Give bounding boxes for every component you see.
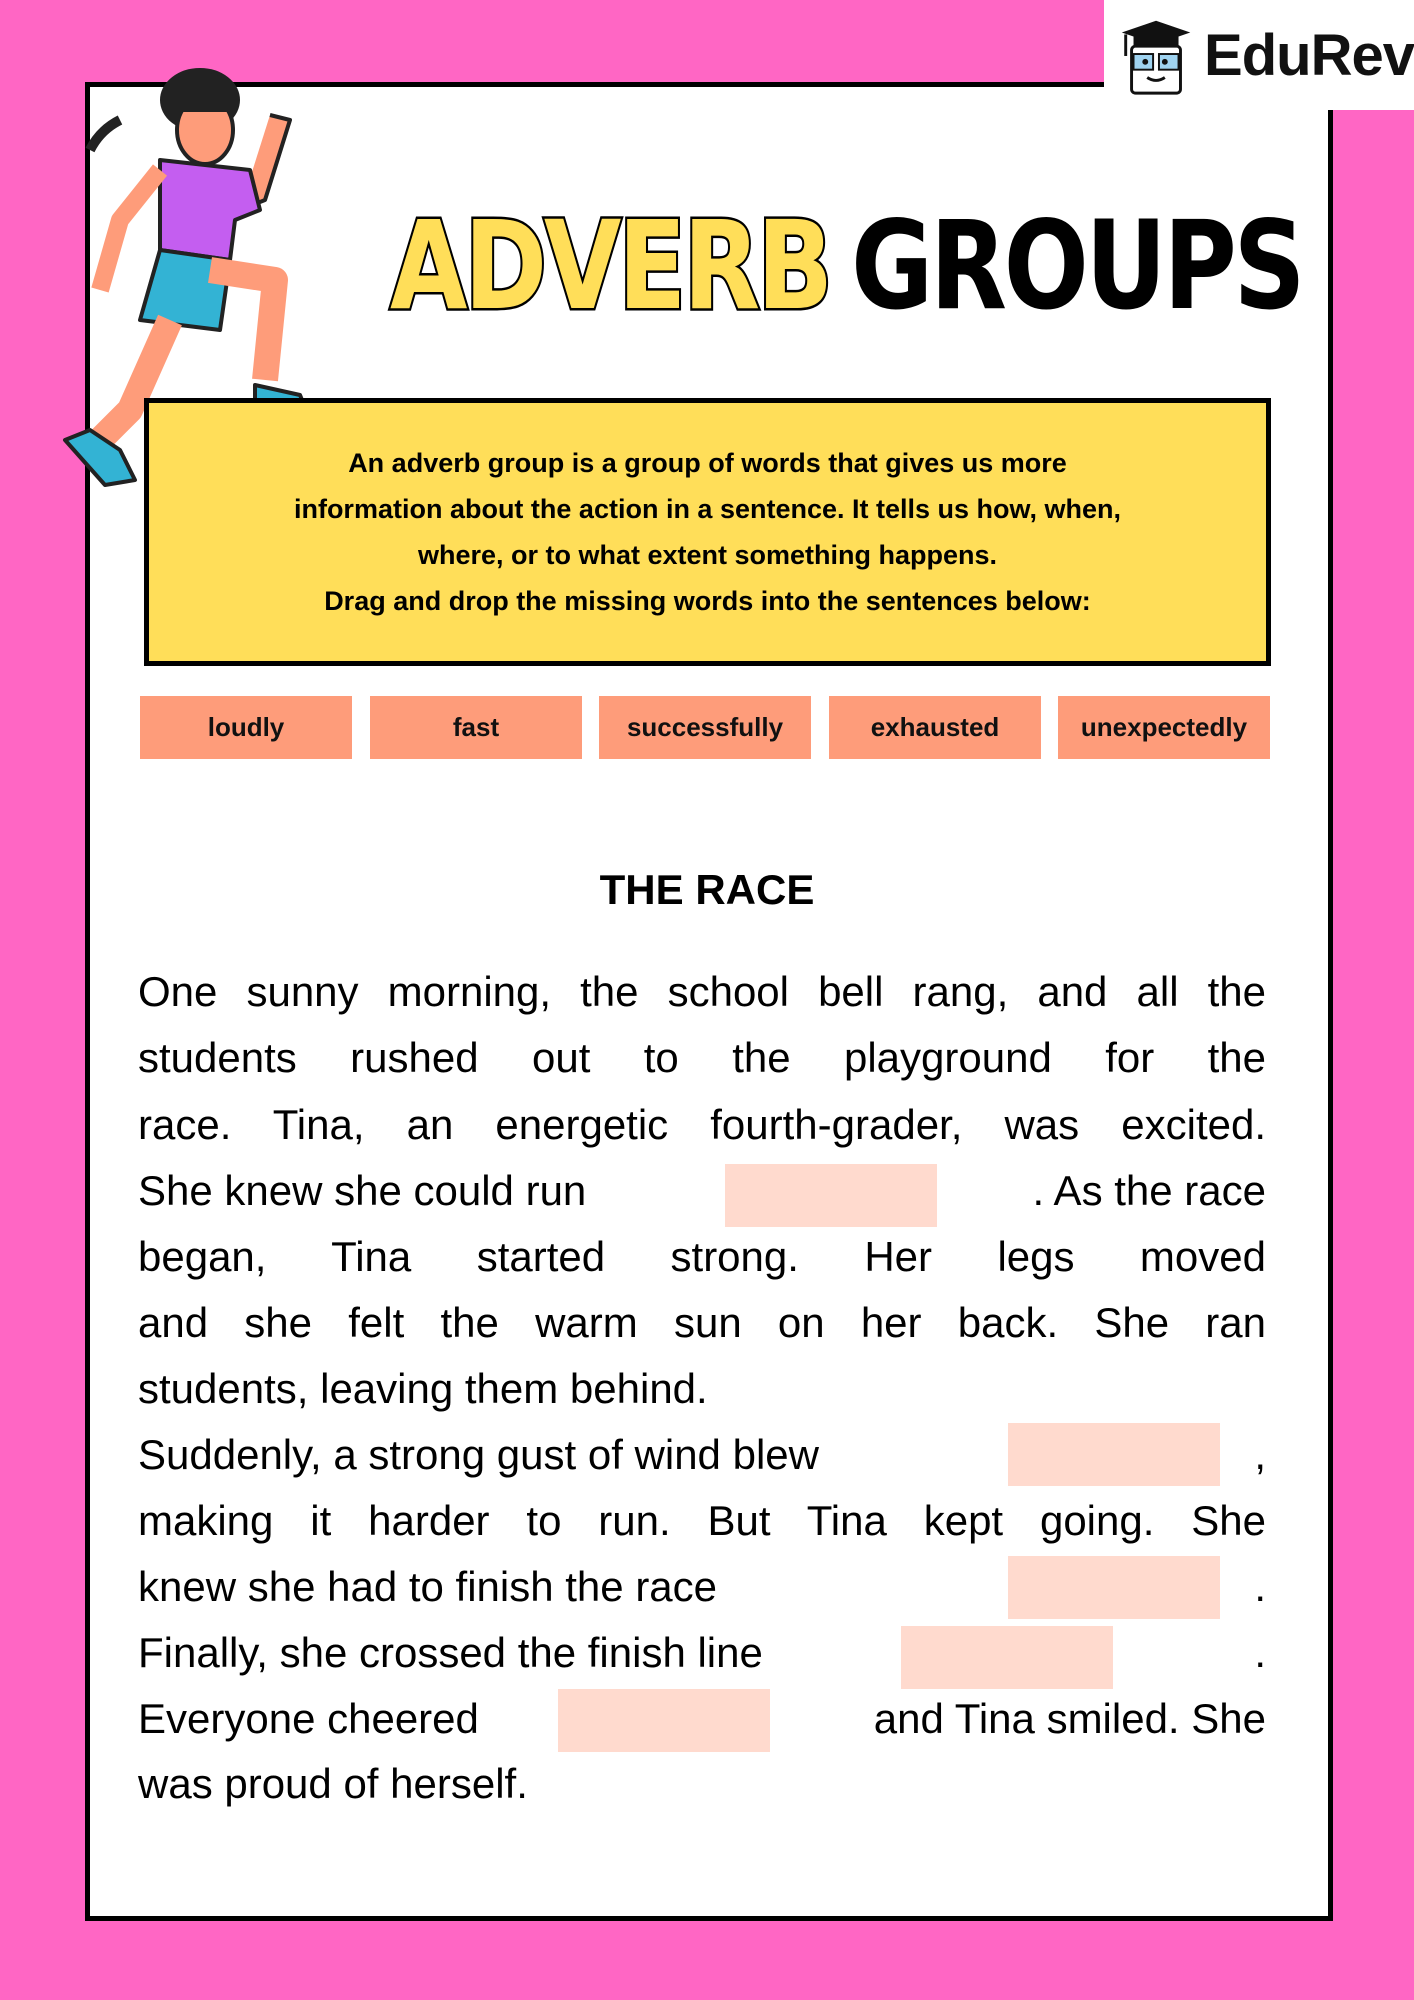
page-title xyxy=(390,195,1303,337)
edurev-logo[interactable] xyxy=(1104,0,1414,110)
title-groups: GROUPS xyxy=(851,195,1303,337)
drop-zone-1[interactable] xyxy=(725,1164,937,1227)
story-title: THE RACE xyxy=(599,866,815,913)
story-text: , xyxy=(1254,1431,1266,1478)
instruction-line: Drag and drop the missing words into the sentences below: xyxy=(324,586,1091,616)
story-line: race. Tina, an energetic fourth-grader, was excited. xyxy=(138,1101,1266,1148)
story-text: . xyxy=(1254,1629,1266,1676)
story-text: Suddenly, a strong gust of wind blew xyxy=(138,1431,819,1478)
story-text: . xyxy=(1254,1563,1266,1610)
story-line: making it harder to run. But Tina kept going. She xyxy=(138,1497,1266,1544)
story-text: She knew she could run xyxy=(138,1167,587,1214)
story-line: began, Tina started strong. Her legs moved xyxy=(138,1233,1266,1280)
story-text: . As the race xyxy=(1032,1167,1266,1214)
word-chip-unexpectedly[interactable]: unexpectedly xyxy=(1058,696,1270,759)
instruction-line: information about the action in a sentence. It tells us how, when, xyxy=(293,494,1122,524)
story-line: students, leaving them behind. xyxy=(138,1365,708,1412)
story-line xyxy=(138,1166,1266,1216)
story-text: knew she had to finish the race xyxy=(138,1563,718,1610)
logo-text: EduRev xyxy=(1204,22,1414,88)
graduation-cap-mascot-icon xyxy=(1112,10,1200,100)
story-text: Finally, she crossed the finish line xyxy=(138,1629,763,1676)
story-line: One sunny morning, the school bell rang, and all the xyxy=(138,968,1266,1015)
word-chip-fast[interactable]: fast xyxy=(370,696,582,759)
title-adverb: ADVERB xyxy=(390,195,830,337)
word-chip-loudly[interactable]: loudly xyxy=(140,696,352,759)
drop-zone-4[interactable] xyxy=(901,1626,1113,1689)
instruction-line: where, or to what extent something happens. xyxy=(417,540,998,570)
instruction-line: An adverb group is a group of words that gives us more xyxy=(348,448,1067,478)
drop-zone-2[interactable] xyxy=(1008,1423,1220,1486)
drop-zone-5[interactable] xyxy=(558,1689,770,1752)
story-text: and Tina smiled. She xyxy=(873,1695,1266,1742)
story-line: and she felt the warm sun on her back. She ran xyxy=(138,1299,1266,1346)
instructions-box xyxy=(144,398,1271,666)
story-line: was proud of herself. xyxy=(138,1760,528,1807)
drop-zone-3[interactable] xyxy=(1008,1556,1220,1619)
word-chip-successfully[interactable]: successfully xyxy=(599,696,811,759)
story-line: students rushed out to the playground for the xyxy=(138,1034,1266,1081)
story-text: Everyone cheered xyxy=(138,1695,479,1742)
word-chip-exhausted[interactable]: exhausted xyxy=(829,696,1041,759)
